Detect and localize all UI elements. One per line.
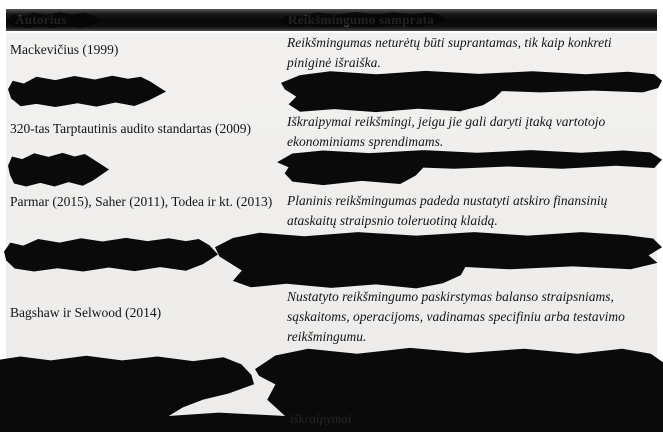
- definition-cell: Planinis reikšmingumas padeda nustatyti atskiro finansinių ataskaitų straipsnio toleruotiną klaidą.: [287, 193, 608, 228]
- definition-cell: Reikšmingumas neturėtų būti suprantamas, tik kaip konkreti piniginė išraiška.: [287, 35, 612, 70]
- author-cell: Parmar (2015), Saher (2011), Todea ir kt. (2013): [10, 194, 273, 209]
- author-cell: Bagshaw ir Selwood (2014): [10, 305, 162, 320]
- redaction-glimpse-text: iškraipymai: [290, 411, 352, 426]
- author-cell: 320-tas Tarptautinis audito standartas (2009): [10, 121, 252, 136]
- definition-cell: Nustatyto reikšmingumo paskirstymas balanso straipsniams, sąskaitoms, operacijoms, vadinamas specifiniu arba testavimo reikšmingumu.: [287, 289, 625, 344]
- redaction-blob-author: [4, 236, 218, 273]
- author-cell: Mackevičius (1999): [10, 42, 119, 57]
- definition-cell: Iškraipymai reikšmingi, jeigu jie gali daryti įtaką vartotojo ekonominiams sprendimams.: [287, 114, 606, 149]
